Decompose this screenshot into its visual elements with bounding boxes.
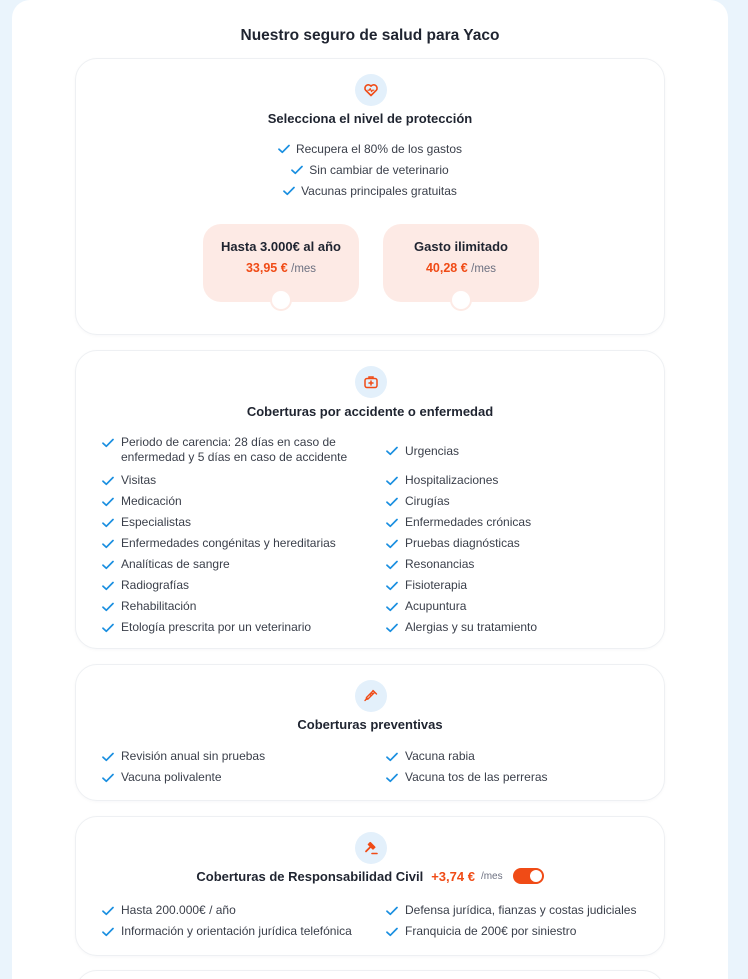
coverage-text: Medicación [121,494,182,508]
gavel-icon [355,832,387,864]
coverage-text: Alergias y su tratamiento [405,620,538,634]
plan-amount: 40,28 € [425,261,468,275]
coverage-text: Analíticas de sangre [121,557,230,571]
first-aid-kit-icon [355,366,387,398]
civil-liability-card [75,816,665,956]
check-icon [386,752,398,762]
coverage-text: Acupuntura [405,599,467,613]
coverage-text: Revisión anual sin pruebas [121,749,266,763]
preventive-coverage-list [102,749,662,785]
coverage-text: Enfermedades crónicas [405,515,532,529]
check-icon [102,560,114,570]
check-icon [283,186,295,196]
coverage-text: Hasta 200.000€ / año [121,903,236,917]
protection-title: Selecciona el nivel de protección [267,111,473,126]
check-icon [278,144,290,154]
plan-unit: /mes [291,263,317,275]
list-item [386,924,662,939]
check-icon [386,560,398,570]
coverage-text: Franquicia de 200€ por siniestro [405,924,577,938]
next-card [75,970,665,979]
check-icon [102,752,114,762]
coverage-text: Enfermedades congénitas y hereditarias [121,536,336,550]
check-icon [386,581,398,591]
check-icon [386,623,398,633]
civil-toggle[interactable] [513,868,544,884]
plan-radio[interactable] [270,289,292,311]
coverage-text: Vacuna polivalente [121,770,222,784]
check-icon [386,906,398,916]
plan-name: Hasta 3.000€ al año [221,239,341,254]
coverage-text: Defensa jurídica, fianzas y costas judiciales [405,903,637,917]
accident-coverage-card [75,350,665,649]
list-item [102,515,386,530]
list-item [102,473,386,488]
coverage-text: Especialistas [121,515,192,529]
check-icon [386,539,398,549]
civil-title-row [76,868,664,884]
plan-unit: /mes [471,263,497,275]
coverage-text: Resonancias [405,557,475,571]
list-item [291,162,448,177]
list-item [386,494,662,509]
coverage-text: Radiografías [121,578,190,592]
check-icon [102,927,114,937]
check-icon [102,497,114,507]
plan-name: Gasto ilimitado [414,239,508,254]
plan-price [383,261,539,275]
coverage-text: Vacuna tos de las perreras [405,770,548,784]
coverage-text: Vacuna rabia [405,749,475,763]
list-item [386,473,662,488]
list-item [102,749,386,764]
coverage-text: Hospitalizaciones [405,473,499,487]
accident-title: Coberturas por accidente o enfermedad [246,404,494,419]
coverage-text: Visitas [121,473,157,487]
bullet-text: Recupera el 80% de los gastos [295,141,463,156]
accident-coverage-list [102,435,662,635]
toggle-knob [530,870,542,882]
civil-price: +3,74 € [431,868,475,884]
plan-option-unlimited[interactable] [383,224,539,302]
list-item [386,435,662,467]
list-item [102,557,386,572]
list-item [102,770,386,785]
check-icon [386,927,398,937]
check-icon [386,476,398,486]
list-item [386,515,662,530]
list-item [102,578,386,593]
syringe-icon [355,680,387,712]
coverage-text: Fisioterapia [405,578,468,592]
check-icon [386,773,398,783]
civil-unit: /mes [480,870,503,882]
coverage-text: Pruebas diagnósticas [405,536,520,550]
coverage-text: Rehabilitación [121,599,197,613]
check-icon [102,438,114,448]
list-item [386,903,662,918]
plan-radio[interactable] [450,289,472,311]
coverage-text: Urgencias [405,443,460,458]
check-icon [386,602,398,612]
protection-bullets [76,141,664,198]
protection-card [75,58,665,335]
check-icon [386,518,398,528]
check-icon [386,446,398,456]
list-item [386,620,662,635]
coverage-text: Periodo de carencia: 28 días en caso de enfermedad y 5 días en caso de accidente [121,435,348,464]
check-icon [102,773,114,783]
list-item [102,435,386,467]
plan-option-3000[interactable] [203,224,359,302]
list-item [283,183,457,198]
check-icon [102,539,114,549]
list-item [102,494,386,509]
preventive-coverage-card [75,664,665,801]
list-item [386,749,662,764]
coverage-text: Etología prescrita por un veterinario [121,620,312,634]
list-item [278,141,462,156]
bullet-text: Sin cambiar de veterinario [309,162,449,177]
list-item [386,536,662,551]
list-item [102,620,386,635]
plan-amount: 33,95 € [245,261,288,275]
list-item [386,770,662,785]
check-icon [291,165,303,175]
heart-icon [355,74,387,106]
list-item [102,599,386,614]
check-icon [102,581,114,591]
check-icon [102,906,114,916]
list-item [386,578,662,593]
check-icon [102,602,114,612]
check-icon [102,518,114,528]
civil-coverage-list [102,903,662,939]
check-icon [102,476,114,486]
coverage-text: Cirugías [405,494,450,508]
list-item [102,924,386,939]
civil-title: Coberturas de Responsabilidad Civil [196,868,424,884]
check-icon [102,623,114,633]
page-title: Nuestro seguro de salud para Yaco [240,27,500,44]
list-item [102,536,386,551]
plan-options [203,224,539,302]
check-icon [386,497,398,507]
list-item [386,599,662,614]
list-item [102,903,386,918]
plan-price [203,261,359,275]
preventive-title: Coberturas preventivas [297,717,443,732]
bullet-text: Vacunas principales gratuitas [301,183,457,198]
list-item [386,557,662,572]
insurance-panel [12,0,728,979]
coverage-text: Información y orientación jurídica telefónica [121,924,352,938]
